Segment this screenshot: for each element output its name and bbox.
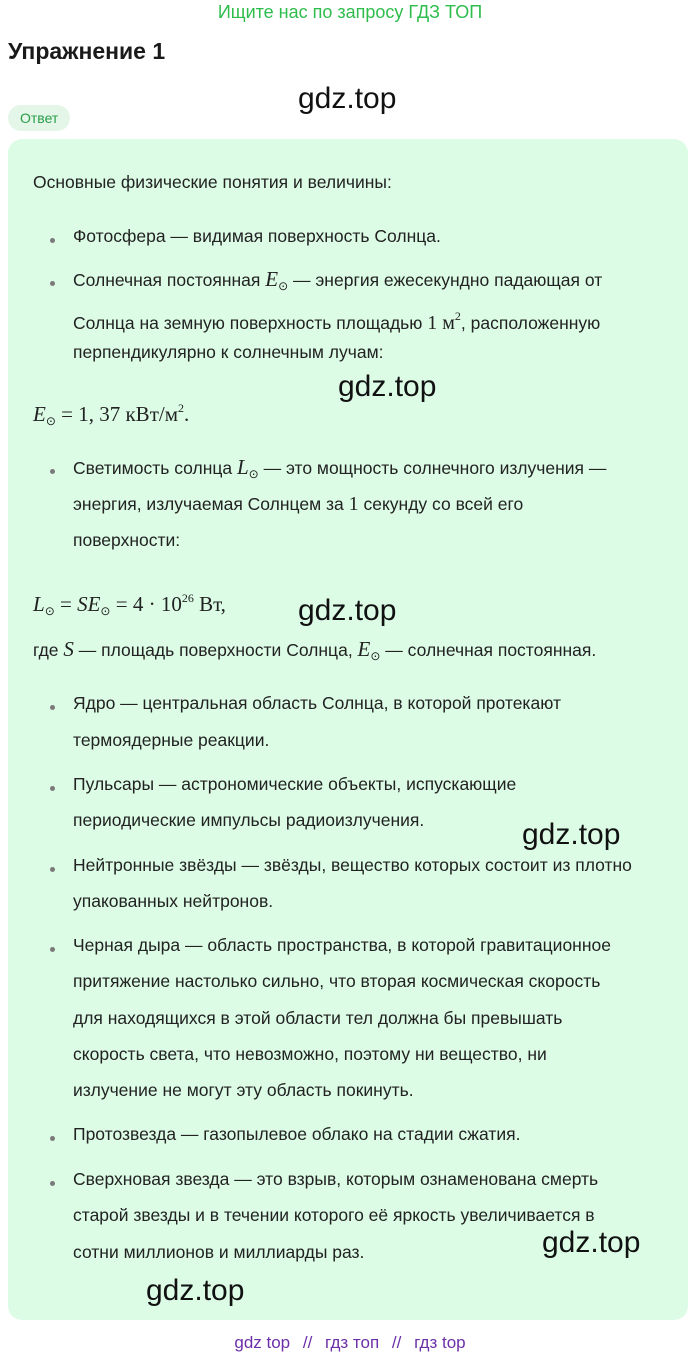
item-blackhole-line5: излучение не могут эту область покинуть.: [73, 1080, 414, 1100]
answer-card: [8, 139, 688, 1320]
item-supernova-line1: Сверхновая звезда — это взрыв, которым ознаменована смерть: [73, 1169, 599, 1189]
item-protostar: Протозвезда — газопылевое облако на стадии сжатия.: [73, 1124, 521, 1144]
answer-badge[interactable]: Ответ: [8, 105, 70, 131]
bullet-dot: [50, 1136, 55, 1141]
watermark: gdz.top: [146, 1274, 245, 1307]
footer-link-1[interactable]: gdz top: [234, 1333, 291, 1352]
footer-link-3[interactable]: гдз top: [414, 1333, 466, 1352]
area-value: 1 $м^2$: [427, 309, 461, 334]
item-neutron-line2: упакованных нейтронов.: [73, 891, 274, 911]
footer-separator: //: [391, 1333, 402, 1352]
bullet-dot: [50, 786, 55, 791]
watermark: gdz.top: [542, 1226, 641, 1259]
bullet-dot: [50, 947, 55, 952]
bullet-dot: [50, 867, 55, 872]
item-blackhole-line3: для находящихся в этой области тел должна бы превышать: [73, 1008, 563, 1028]
item-pulsar-line2: периодические импульсы радиоизлучения.: [73, 810, 425, 830]
intro-text: Основные физические понятия и величины:: [33, 172, 392, 192]
item-core-line1: Ядро — центральная область Солнца, в которой протекают: [73, 693, 561, 713]
watermark: gdz.top: [338, 370, 437, 403]
item-blackhole-line1: Черная дыра — область пространства, в которой гравитационное: [73, 935, 611, 955]
item-luminosity-line1: Светимость солнца $L_⊙$ — это мощность солнечного излучения —: [73, 455, 607, 481]
item-blackhole-line4: скорость света, что невозможно, поэтому ни вещество, ни: [73, 1044, 547, 1064]
footer-separator: //: [302, 1333, 313, 1352]
watermark: gdz.top: [298, 82, 397, 115]
item-luminosity-line3: поверхности:: [73, 530, 181, 550]
bullet-dot: [50, 238, 55, 243]
bullet-dot: [50, 469, 55, 474]
exercise-title: Упражнение 1: [8, 38, 166, 64]
item-blackhole-line2: притяжение настолько сильно, что вторая космическая скорость: [73, 971, 601, 991]
item-solar-constant-line3: перпендикулярно к солнечным лучам:: [73, 342, 384, 362]
item-luminosity-line2: энергия, излучаемая Солнцем за 1 секунду со всей его: [73, 493, 524, 515]
formula-solar-constant: $E_⊙ = 1$, 37 кВт/$м^2$.: [33, 401, 190, 428]
formula-luminosity: $L_⊙ = SE_⊙ = 4 \cdot 10^{26}$ Вт,: [33, 591, 226, 618]
bullet-dot: [50, 705, 55, 710]
solar-const-symbol: $E_⊙$: [265, 267, 289, 293]
footer-links: [0, 1333, 700, 1353]
item-pulsar-line1: Пульсары — астрономические объекты, испускающие: [73, 774, 517, 794]
item-supernova-line2: старой звезды и в течении которого её яркость увеличивается в: [73, 1205, 595, 1225]
item-neutron-line1: Нейтронные звёзды — звёзды, вещество которых состоит из плотно: [73, 855, 632, 875]
bullet-dot: [50, 281, 55, 286]
luminosity-symbol: $L_⊙$: [236, 455, 259, 481]
item-solar-constant-line2: Солнца на земную поверхность площадью 1 $м^2$, расположенную: [73, 309, 601, 334]
item-photosphere: Фотосфера — видимая поверхность Солнца.: [73, 226, 441, 246]
item-supernova-line3: сотни миллионов и миллиарды раз.: [73, 1242, 365, 1262]
item-core-line2: термоядерные реакции.: [73, 730, 270, 750]
watermark: gdz.top: [298, 594, 397, 627]
watermark: gdz.top: [522, 818, 621, 851]
item-solar-constant-line1: Солнечная постоянная $E_⊙$ — энергия ежесекундно падающая от: [73, 267, 603, 293]
promo-banner[interactable]: Ищите нас по запросу ГДЗ ТОП: [217, 2, 483, 22]
bullet-dot: [50, 1181, 55, 1186]
where-line: где S — площадь поверхности Солнца, $E_⊙$ — солнечная постоянная.: [33, 637, 597, 663]
footer-link-2[interactable]: гдз топ: [325, 1333, 380, 1352]
